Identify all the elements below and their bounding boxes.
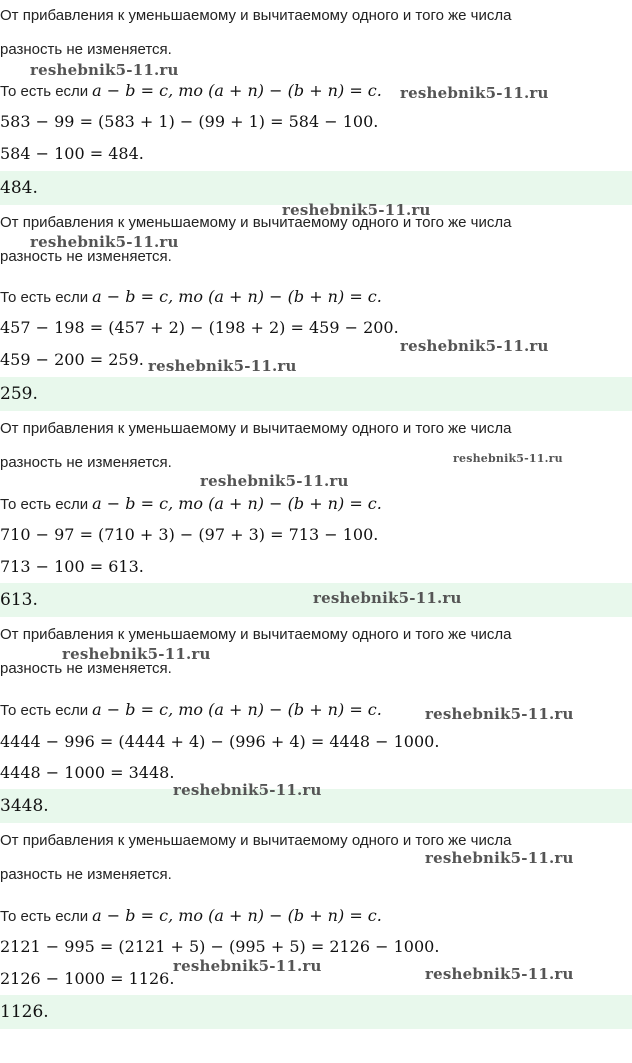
formula-math: a − b = c, то (a + n) − (b + n) = c. [92, 81, 382, 100]
calc-step-1: 457 − 198 = (457 + 2) − (198 + 2) = 459 − 200. [0, 318, 399, 337]
calc-step-2: 2126 − 1000 = 1126. [0, 969, 175, 988]
calc-step-2: 584 − 100 = 484. [0, 144, 144, 163]
rule-text-line2: разность не изменяется. [0, 866, 172, 883]
watermark: reshebnik5-11.ru [148, 357, 297, 375]
watermark: reshebnik5-11.ru [173, 781, 322, 799]
rule-text-line1: От прибавления к уменьшаемому и вычитаемому одного и того же числа [0, 7, 512, 24]
watermark: reshebnik5-11.ru [282, 201, 431, 219]
watermark: reshebnik5-11.ru [30, 61, 179, 79]
calc-step-2: 459 − 200 = 259. [0, 350, 144, 369]
watermark: reshebnik5-11.ru [30, 233, 179, 251]
formula-prefix: То есть если [0, 908, 89, 925]
calc-step-1: 710 − 97 = (710 + 3) − (97 + 3) = 713 − 100. [0, 525, 379, 544]
formula-math: a − b = c, то (a + n) − (b + n) = c. [92, 494, 382, 513]
formula-math: a − b = c, то (a + n) − (b + n) = c. [92, 906, 382, 925]
rule-text-line2: разность не изменяется. [0, 248, 172, 265]
formula-prefix: То есть если [0, 496, 89, 513]
formula-line [0, 81, 382, 101]
formula-math: a − b = c, то (a + n) − (b + n) = c. [92, 287, 382, 306]
watermark: reshebnik5-11.ru [425, 705, 574, 723]
calc-step-1: 2121 − 995 = (2121 + 5) − (995 + 5) = 2126 − 1000. [0, 937, 440, 956]
formula-line [0, 494, 382, 514]
formula-math: a − b = c, то (a + n) − (b + n) = c. [92, 700, 382, 719]
watermark: reshebnik5-11.ru [173, 957, 322, 975]
watermark: reshebnik5-11.ru [425, 965, 574, 983]
answer-bar [0, 995, 632, 1029]
calc-step-2: 4448 − 1000 = 3448. [0, 763, 175, 782]
calc-step-1: 583 − 99 = (583 + 1) − (99 + 1) = 584 − 100. [0, 112, 379, 131]
rule-text-line2: разность не изменяется. [0, 660, 172, 677]
formula-line [0, 287, 382, 307]
answer-text: 1126. [0, 1002, 49, 1022]
answer-text: 484. [0, 178, 38, 198]
answer-bar [0, 171, 632, 205]
rule-text-line1: От прибавления к уменьшаемому и вычитаемому одного и того же числа [0, 214, 512, 231]
answer-bar [0, 377, 632, 411]
rule-text-line1: От прибавления к уменьшаемому и вычитаемому одного и того же числа [0, 832, 512, 849]
answer-text: 3448. [0, 796, 49, 816]
calc-step-2: 713 − 100 = 613. [0, 557, 144, 576]
rule-text-line2: разность не изменяется. [0, 41, 172, 58]
watermark: reshebnik5-11.ru [400, 84, 549, 102]
watermark: reshebnik5-11.ru [62, 645, 211, 663]
watermark: reshebnik5-11.ru [400, 337, 549, 355]
formula-prefix: То есть если [0, 289, 89, 306]
rule-text-line1: От прибавления к уменьшаемому и вычитаемому одного и того же числа [0, 420, 512, 437]
formula-line [0, 700, 382, 720]
watermark: reshebnik5-11.ru [425, 849, 574, 867]
answer-text: 259. [0, 384, 38, 404]
rule-text-line1: От прибавления к уменьшаемому и вычитаемому одного и того же числа [0, 626, 512, 643]
watermark: reshebnik5-11.ru [200, 472, 349, 490]
calc-step-1: 4444 − 996 = (4444 + 4) − (996 + 4) = 4448 − 1000. [0, 732, 440, 751]
watermark: reshebnik5-11.ru [313, 589, 462, 607]
answer-text: 613. [0, 590, 38, 610]
formula-prefix: То есть если [0, 702, 89, 719]
formula-prefix: То есть если [0, 83, 89, 100]
watermark: reshebnik5-11.ru [453, 452, 563, 465]
formula-line [0, 906, 382, 926]
rule-text-line2: разность не изменяется. [0, 454, 172, 471]
